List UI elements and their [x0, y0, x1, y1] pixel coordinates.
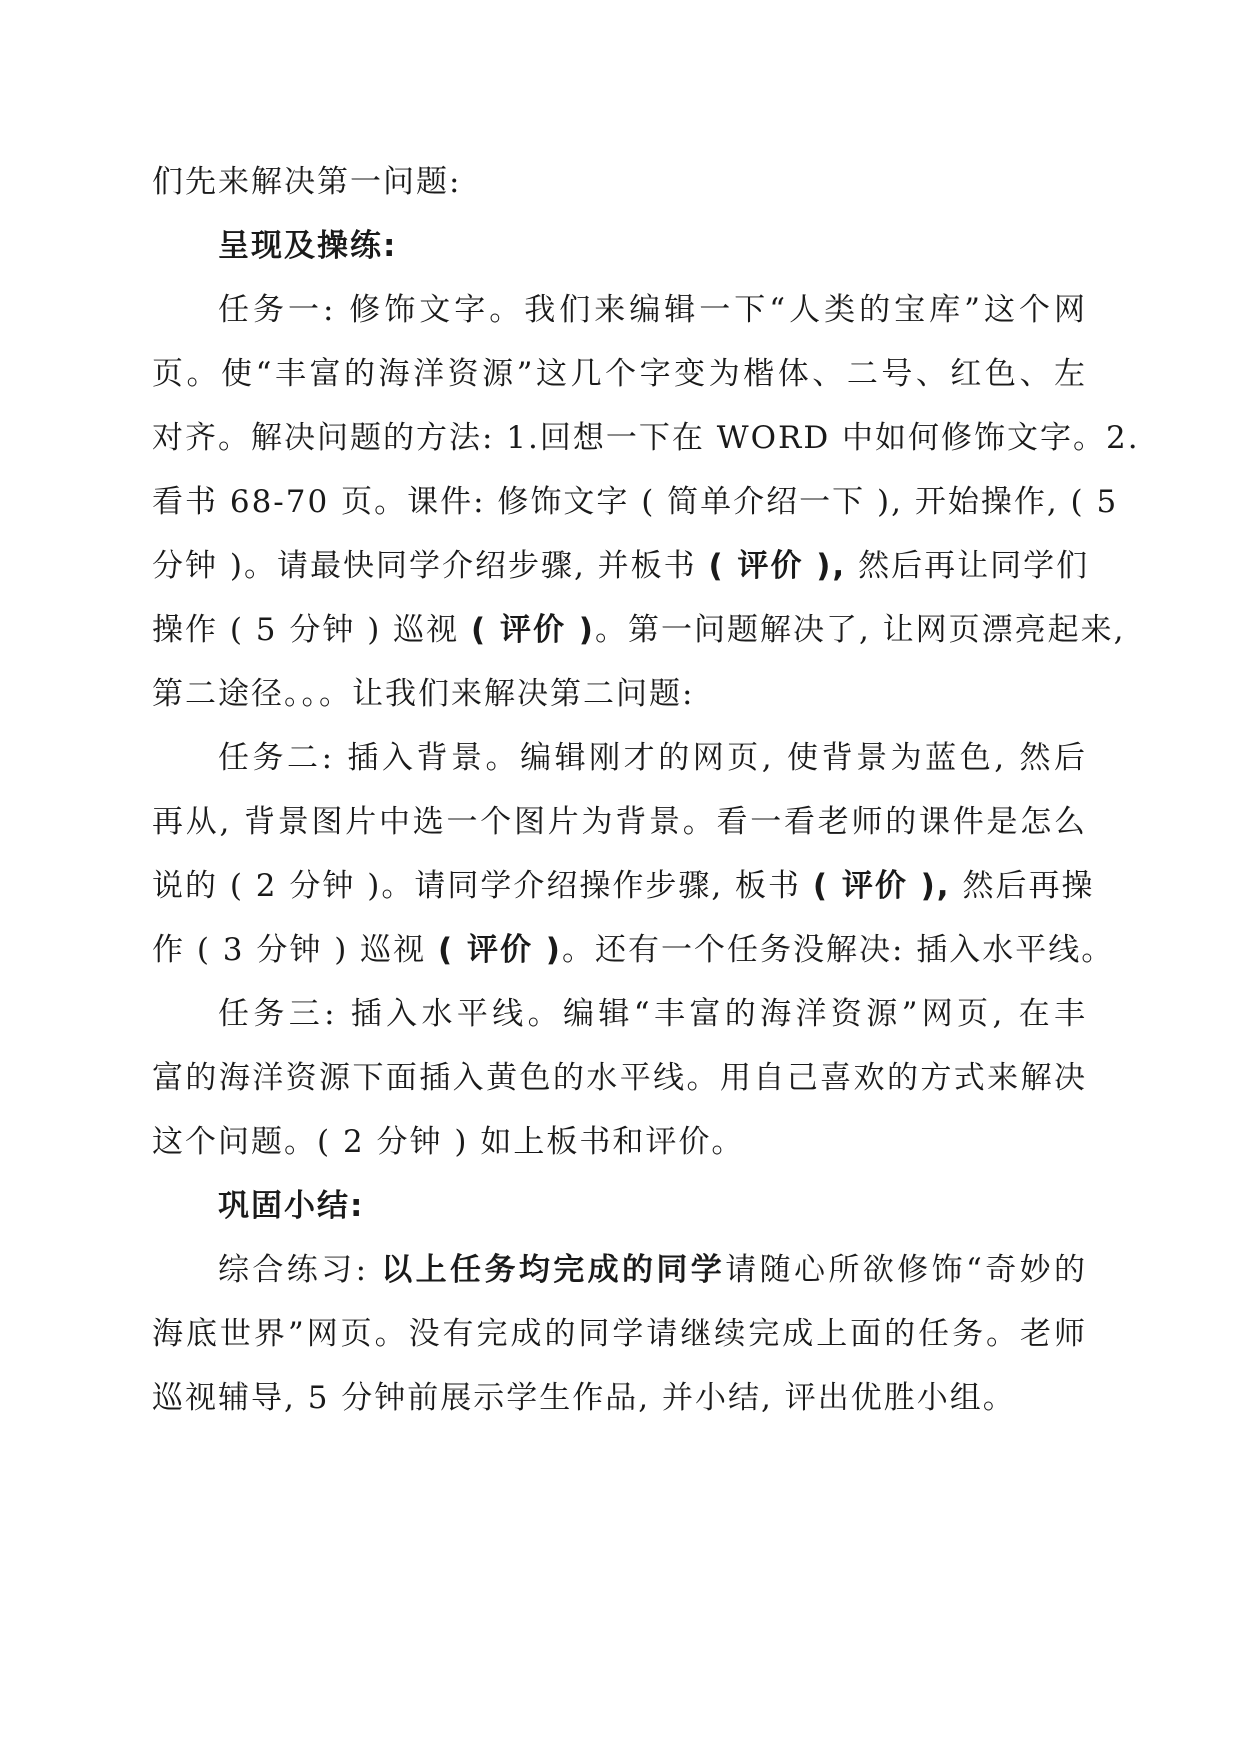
paragraph-line — [152, 918, 1115, 982]
text-run: 请随心所欲修饰“奇妙的 — [725, 1252, 1087, 1288]
text-run: 巡视辅导, 5 分钟前展示学生作品, 并小结, 评出优胜小组。 — [152, 1380, 1016, 1416]
text-run: 看书 68-70 页。课件: 修饰文字 ( 简单介绍一下 ), 开始操作, ( 5 — [152, 484, 1119, 520]
text-run: 对齐。解决问题的方法: 1.回想一下在 WORD 中如何修饰文字。2. — [152, 420, 1140, 456]
document-body — [152, 150, 1140, 1430]
text-run: 任务二: 插入背景。编辑刚才的网页, 使背景为蓝色, 然后 — [218, 740, 1087, 776]
bold-text: ( 评价 ) — [438, 932, 562, 968]
bold-text: ( 评价 ), — [708, 548, 847, 584]
paragraph-line — [152, 406, 1140, 470]
paragraph-line — [152, 1110, 1087, 1174]
paragraph-line — [152, 1302, 1087, 1366]
bold-text: 呈现及操练: — [218, 228, 398, 264]
text-run: 这个问题。( 2 分钟 ) 如上板书和评价。 — [152, 1124, 745, 1160]
bold-text: ( 评价 ), — [812, 868, 951, 904]
paragraph-line — [152, 1046, 1087, 1110]
text-run: 作 ( 3 分钟 ) 巡视 — [152, 932, 439, 968]
paragraph-line — [152, 342, 1087, 406]
text-run: 分钟 )。请最快同学介绍步骤, 并板书 — [152, 548, 709, 584]
paragraph-line — [152, 1174, 1087, 1238]
text-run: 然后再操 — [950, 868, 1095, 904]
text-run: 说的 ( 2 分钟 )。请同学介绍操作步骤, 板书 — [152, 868, 813, 904]
paragraph-line — [152, 1366, 1087, 1430]
paragraph-line — [152, 790, 1087, 854]
text-run: 任务一: 修饰文字。我们来编辑一下“人类的宝库”这个网 — [218, 292, 1087, 328]
paragraph-line — [152, 150, 1087, 214]
text-run: 综合练习: — [218, 1252, 382, 1288]
paragraph-line — [152, 598, 1126, 662]
bold-text: 巩固小结: — [218, 1188, 365, 1224]
text-run: 第二途径。。。让我们来解决第二问题: — [152, 676, 695, 712]
paragraph-line — [152, 854, 1095, 918]
bold-text: ( 评价 ) — [471, 612, 595, 648]
text-run: 任务三: 插入水平线。编辑“丰富的海洋资源”网页, 在丰 — [218, 996, 1087, 1032]
paragraph-line — [152, 470, 1119, 534]
text-run: 然后再让同学们 — [846, 548, 1090, 584]
text-run: 。第一问题解决了, 让网页漂亮起来, — [594, 612, 1126, 648]
paragraph-line — [152, 662, 1087, 726]
paragraph-line — [152, 726, 1087, 790]
bold-text: 以上任务均完成的同学 — [381, 1252, 726, 1288]
paragraph-line — [152, 1238, 1087, 1302]
text-run: 海底世界”网页。没有完成的同学请继续完成上面的任务。老师 — [152, 1316, 1087, 1352]
paragraph-line — [152, 534, 1090, 598]
text-run: 富的海洋资源下面插入黄色的水平线。用自己喜欢的方式来解决 — [152, 1060, 1087, 1096]
paragraph-line — [152, 214, 1087, 278]
paragraph-line — [152, 278, 1087, 342]
text-run: 再从, 背景图片中选一个图片为背景。看一看老师的课件是怎么 — [152, 804, 1087, 840]
text-run: 页。使“丰富的海洋资源”这几个字变为楷体、二号、红色、左 — [152, 356, 1087, 392]
text-run: 操作 ( 5 分钟 ) 巡视 — [152, 612, 472, 648]
text-run: 。还有一个任务没解决: 插入水平线。 — [561, 932, 1115, 968]
paragraph-line — [152, 982, 1087, 1046]
text-run: 们先来解决第一问题: — [152, 164, 462, 200]
